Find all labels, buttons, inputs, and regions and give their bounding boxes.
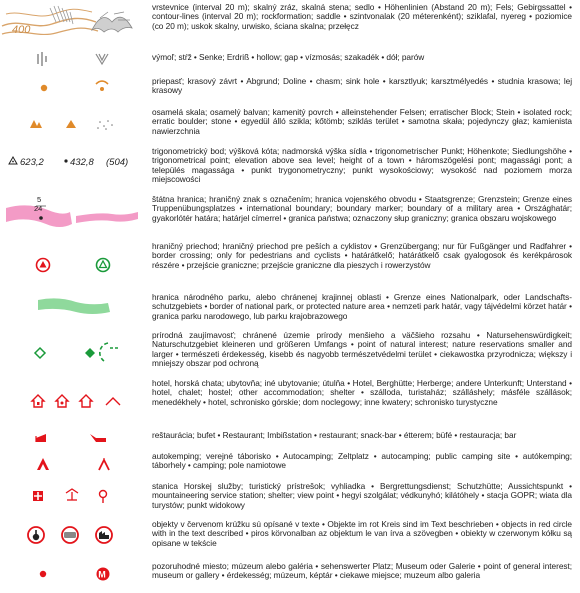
natural-interest-reserve-icon [0, 331, 142, 375]
legend-text-hotel: hotel, horská chata; ubytovňa; iné ubytovanie; útulňa • Hotel, Berghütte; Herberge; andere Unterkunft; Unterstand • hotel, chalet; hostel; other accommodation; shelter • szálloda, turistaház; szálláshely; másféle szállások; menedékhely • hotel, schronisko górskie; dom noclegowy; inne kwatery; schronisko turystyczne [152, 378, 572, 407]
legend-row-restaurant [0, 428, 580, 450]
isolated-rock-boulder-icon [0, 108, 142, 142]
depression-symbols [0, 48, 142, 70]
rock-symbols [0, 108, 142, 142]
legend-row-rocks [0, 108, 580, 142]
border-symbols [0, 194, 142, 238]
legend-row-karst [0, 76, 580, 102]
legend-text-rescue: stanica Horskej služby; turistický prístrešok; vyhliadka • Bergrettungsdienst; Schutzhütte; Aussichtspunkt • mountaineering service station; shelter; view point • hegyi szolgálat; védkunyhó; kilátóhely • stacja GOPR; wiata dla turystów; punkt widokowy [152, 481, 572, 510]
border-mark-top: 5 [37, 195, 42, 204]
red-circle-objects-icon [0, 520, 142, 558]
legend-text-reserve: prírodná zaujímavosť; chránené územie prírody menšieho a väčšieho rozsahu • Natursehenswürdigkeit; Naturschutzgebiet kleineren und größeren Umfangs • point of natural interest; nature reservations smaller and larger • természeti érdekesség, kisebb és nagyobb természetvédelmi terület • ciekawostka przyrodnicza; większy i mniejszy obszar pod ochroną [152, 330, 572, 368]
legend-text-relief: vrstevnice (interval 20 m); skalný zráz, skalná stena; sedlo • Höhenlinien (Abstand 20 m); Fels; Gebirgssattel • contour-lines (interval 20 m); rockformation; saddle • szintvonalak (20 méterenként); sziklafal, nyereg • poziomice (co 20 m); uskok skalny, urwisko, ściana skalna; przełęcz [152, 2, 572, 31]
legend-row-crossing [0, 242, 580, 288]
border-mark-bottom: 24 [34, 204, 43, 213]
elevation-value-label: 432,8 [70, 157, 94, 168]
national-park-border-icon [0, 290, 142, 328]
reserve-symbols [0, 331, 142, 375]
legend-text-park: hranica národného parku, alebo chránenej krajinnej oblasti • Grenze eines Nationalpark, oder Landschafts-schutzgebiets • border of national park, or protected nature area • nemzeti park határ, vagy tájvédelmi körzet határ • granica parku narodowego, lub parku krajobrazowego [152, 292, 572, 321]
circled-symbols [0, 520, 142, 558]
hollow-gap-icon [0, 48, 142, 70]
legend-text-depression: výmoľ; stŕž • Senke; Erdriß • hollow; gap • vízmosás; szakadék • dół; parów [152, 52, 425, 62]
rescue-shelter-viewpoint-icon [0, 482, 142, 518]
legend-text-trig: trigonometrický bod; výšková kóta; nadmorská výška sídla • trigonometrischer Punkt; Höhenkote; Siedlungshöhe • trigonometrical point; elevation above sea level; height of a town • háromszögelési pont; magassági pont; a település magassága • punkt trygonometryczny; punkt wysokościowy; wysokość nad poziomem morza miejscowości [152, 146, 572, 184]
restaurant-symbols [0, 428, 142, 450]
town-height-label: (504) [106, 157, 129, 168]
legend-text-crossing: hraničný priechod; hraničný priechod pre peších a cyklistov • Grenzübergang; nur für Fußgänger und Radfahrer • border crossing; only for pedestrians and cyclists • határátkelő; határátkelő csak gyalogosok és kerékpárosok részére • przejście graniczne; przejście graniczne dla pieszych i rowerzystów [152, 241, 572, 270]
legend-text-interest: pozoruhodné miesto; múzeum alebo galéria • sehenswerter Platz; Museum oder Galerie • point of general interest; museum or gallery • érdekesség; múzeum, képtár • ciekawe miejsce; muzeum albo galeria [152, 561, 572, 581]
border-crossing-icon [0, 242, 142, 288]
hotel-hostel-shelter-icon [0, 379, 142, 425]
legend-row-camping [0, 452, 580, 478]
legend-text-border: štátna hranica; hraničný znak s označením; hranica vojenského obvodu • Staatsgrenze; Grenzstein; Grenze eines Truppenübungsplatzes • international boundary; boundary marker; boundary of a military area • Országhatár; gyakorlótér határa; határjel címerrel • granica państwa; oznaczony słup graniczny; granica obszaru wojskowego [152, 194, 572, 223]
legend-text-circled: objekty v červenom krúžku sú opísané v texte • Objekte im rot Kreis sind im Text beschrieben • objects in red circle with in the text described • piros körvonalban az objektum le van írva a szövegben • obiekty w czerwonym kółku są opisane w tekście [152, 519, 572, 548]
legend-row-relief [0, 0, 580, 46]
relief-symbols [0, 0, 142, 46]
point-of-interest-museum-icon [0, 562, 142, 593]
legend-row-border [0, 194, 580, 238]
contour-value-label: 400 [12, 24, 31, 36]
rescue-symbols [0, 482, 142, 518]
legend-row-circled [0, 520, 580, 558]
legend-text-camping: autokemping; verejné táborisko • Autocamping; Zeltplatz • autocamping; public camping site • autókemping; táborhely • camping; pole namiotowe [152, 451, 572, 471]
trig-value-label: 623,2 [20, 157, 44, 168]
legend-row-trig [0, 145, 580, 191]
legend-row-depression [0, 48, 580, 70]
interest-symbols [0, 562, 142, 593]
legend-text-restaurant: reštaurácia; bufet • Restaurant; Imbißstation • restaurant; snack-bar • étterem; büfé • restauracja; bar [152, 430, 517, 440]
legend-row-interest [0, 562, 580, 593]
trig-symbols [0, 145, 142, 191]
camping-tent-icon [0, 452, 142, 478]
accommodation-symbols [0, 379, 142, 425]
legend-row-hotel [0, 379, 580, 425]
legend-text-rocks: osamelá skala; osamelý balvan; kamenitý povrch • alleinstehender Felsen; erratischer Block; Stein • isolated rock; erratic boulder; stone • egyedül álló szikla; kőtömb; sziklás terület • samotna skała; pojedynczy głaz; kamienista nawierzchnia [152, 107, 572, 136]
camping-symbols [0, 452, 142, 478]
legend-row-rescue [0, 482, 580, 518]
crossing-symbols [0, 242, 142, 288]
karst-symbols [0, 76, 142, 102]
international-boundary-icon [0, 194, 142, 238]
legend-row-park [0, 290, 580, 328]
chasm-sinkhole-icon [0, 76, 142, 102]
legend-row-reserve [0, 331, 580, 375]
park-symbols [0, 290, 142, 328]
restaurant-snackbar-icon [0, 428, 142, 450]
contour-rock-saddle-icon [0, 0, 142, 46]
legend-text-karst: priepasť; krasový závrt • Abgrund; Doline • chasm; sink hole • karsztlyuk; karsztmélyedés • studnia krasowa; lej krasowy [152, 76, 572, 96]
svg-text:M: M [98, 569, 106, 580]
trig-point-elevation-icon [0, 145, 142, 191]
